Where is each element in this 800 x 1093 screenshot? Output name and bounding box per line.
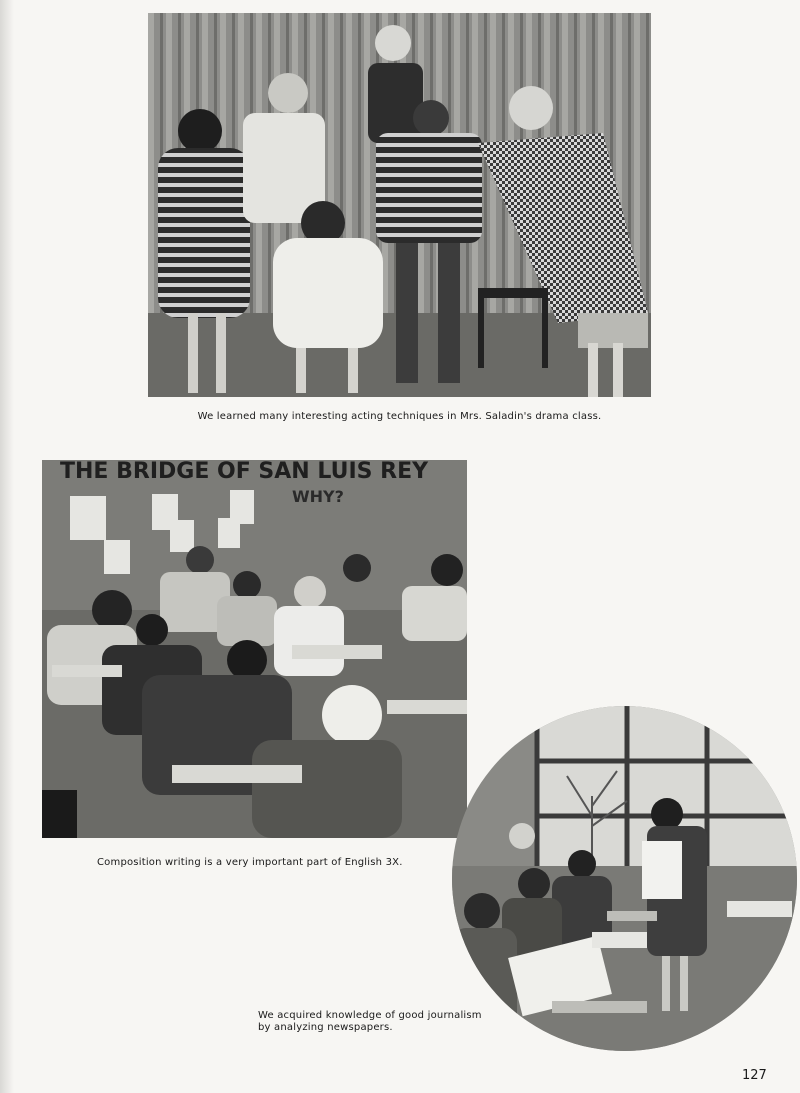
english-photo-caption: Composition writing is a very important part of English 3X. xyxy=(97,857,403,868)
journalism-class-photo xyxy=(452,706,797,1051)
bulletin-board-banner: THE BRIDGE OF SAN LUIS REY xyxy=(60,460,429,484)
page-gutter xyxy=(0,0,14,1093)
journalism-caption-line-2: by analyzing newspapers. xyxy=(258,1022,393,1033)
english-class-photo xyxy=(42,460,467,838)
drama-class-photo xyxy=(148,13,651,397)
bulletin-board-question: WHY? xyxy=(292,487,344,506)
drama-photo-caption: We learned many interesting acting techniques in Mrs. Saladin's drama class. xyxy=(197,411,602,422)
journalism-caption-line-1: We acquired knowledge of good journalism xyxy=(258,1010,482,1021)
journalism-photo-caption xyxy=(258,1010,498,1034)
page-number: 127 xyxy=(742,1068,767,1083)
